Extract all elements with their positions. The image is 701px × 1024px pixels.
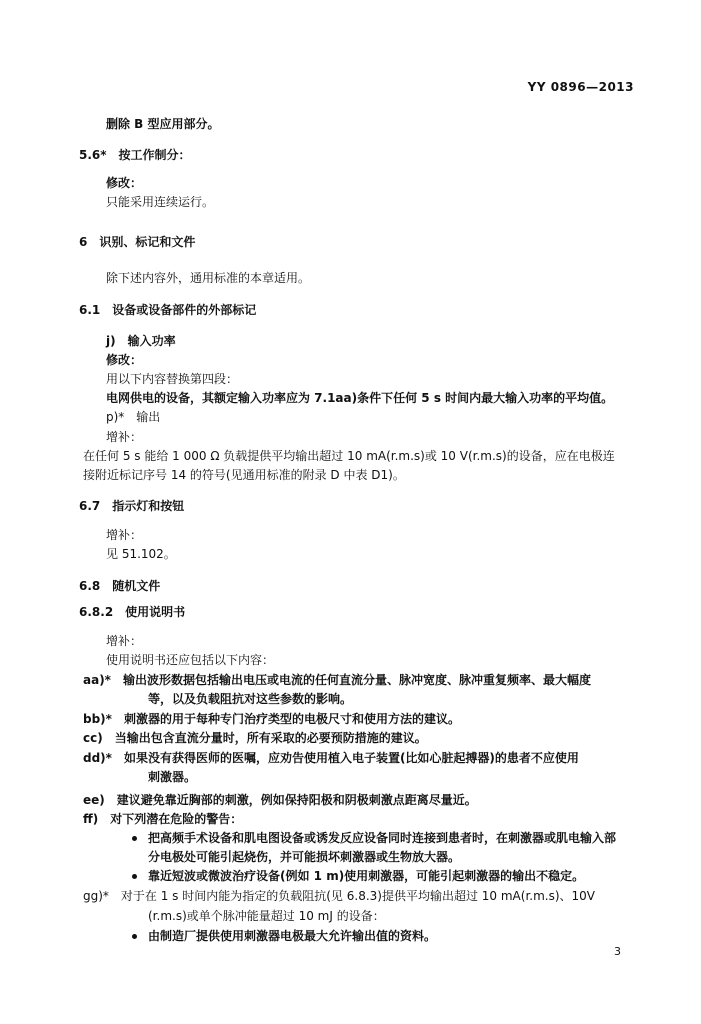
item-ee: ee) 建议避免靠近胸部的刺激，例如保持阳极和阴极刺激点距离尽量近。 bbox=[83, 793, 477, 807]
item-aa-line-2: 等，以及负载阻抗对这些参数的影响。 bbox=[148, 692, 353, 706]
clause-6-7-heading: 6.7 指示灯和按钮 bbox=[79, 499, 185, 513]
line-delete-b-type: 删除 B 型应用部分。 bbox=[106, 117, 220, 131]
gg-bullet-1: 由制造厂提供使用刺激器电极最大允许输出值的资料。 bbox=[148, 929, 437, 943]
line-output-marking-2: 接附近标记序号 14 的符号(见通用标准的附录 D 中表 D1)。 bbox=[83, 468, 405, 482]
bullet-icon bbox=[132, 934, 137, 939]
page-number: 3 bbox=[614, 945, 621, 958]
clause-5-6-heading: 5.6* 按工作制分： bbox=[79, 148, 191, 162]
line-continuous-only: 只能采用连续运行。 bbox=[106, 195, 215, 209]
ff-bullet-2: 靠近短波或微波治疗设备(例如 1 m)使用刺激器，可能引起刺激器的输出不稳定。 bbox=[148, 869, 585, 883]
item-aa-line-1: aa)* 输出波形数据包括输出电压或电流的任何直流分量、脉冲宽度、脉冲重复频率、最大幅度 bbox=[83, 673, 591, 687]
line-see-51-102: 见 51.102。 bbox=[106, 547, 176, 561]
item-dd-line-2: 刺激器。 bbox=[148, 770, 197, 784]
bullet-icon bbox=[132, 836, 137, 841]
clause-6-1-heading: 6.1 设备或设备部件的外部标记 bbox=[79, 303, 257, 317]
item-cc: cc) 当输出包含直流分量时，所有采取的必要预防措施的建议。 bbox=[83, 731, 427, 745]
line-output-marking-1: 在任何 5 s 能给 1 000 Ω 负载提供平均输出超过 10 mA(r.m.s)或 10 V(r.m.s)的设备，应在电极连 bbox=[83, 449, 615, 463]
line-supplement: 增补： bbox=[106, 430, 143, 444]
ff-bullet-1-line-2: 分电极处可能引起烧伤，并可能损坏刺激器或生物放大器。 bbox=[148, 850, 461, 864]
line-supplement-3: 增补： bbox=[106, 634, 143, 648]
item-j-input-power: j) 输入功率 bbox=[106, 334, 176, 348]
line-supplement-2: 增补： bbox=[106, 528, 143, 542]
clause-6-heading: 6 识别、标记和文件 bbox=[79, 235, 196, 249]
ff-bullet-1-line-1: 把高频手术设备和肌电图设备或诱发反应设备同时连接到患者时，在刺激器或肌电输入部 bbox=[148, 831, 617, 845]
bullet-icon bbox=[132, 874, 137, 879]
line-modify: 修改： bbox=[106, 176, 143, 190]
line-modify-2: 修改： bbox=[106, 353, 143, 367]
clause-6-8-2-heading: 6.8.2 使用说明书 bbox=[79, 605, 186, 619]
item-bb: bb)* 刺激器的用于每种专门治疗类型的电极尺寸和使用方法的建议。 bbox=[83, 712, 460, 726]
line-chapter-applies: 除下述内容外，通用标准的本章适用。 bbox=[106, 271, 311, 285]
item-dd-line-1: dd)* 如果没有获得医师的医嘱，应劝告使用植入电子装置(比如心脏起搏器)的患者不应使用 bbox=[83, 751, 579, 765]
line-manual-includes: 使用说明书还应包括以下内容： bbox=[106, 653, 275, 667]
item-p-output: p)* 输出 bbox=[106, 410, 161, 424]
item-gg-line-1: gg)* 对于在 1 s 时间内能为指定的负载阻抗(见 6.8.3)提供平均输出超过 10 mA(r.m.s)、10V bbox=[83, 889, 596, 903]
line-mains-powered: 电网供电的设备，其额定输入功率应为 7.1aa)条件下任何 5 s 时间内最大输入功率的平均值。 bbox=[106, 391, 614, 405]
standard-number: YY 0896—2013 bbox=[527, 80, 634, 94]
item-gg-line-2: (r.m.s)或单个脉冲能量超过 10 mJ 的设备： bbox=[148, 909, 385, 923]
clause-6-8-heading: 6.8 随机文件 bbox=[79, 579, 161, 593]
item-ff: ff) 对下列潜在危险的警告： bbox=[83, 812, 243, 826]
line-replace-fourth-para: 用以下内容替换第四段： bbox=[106, 372, 239, 386]
